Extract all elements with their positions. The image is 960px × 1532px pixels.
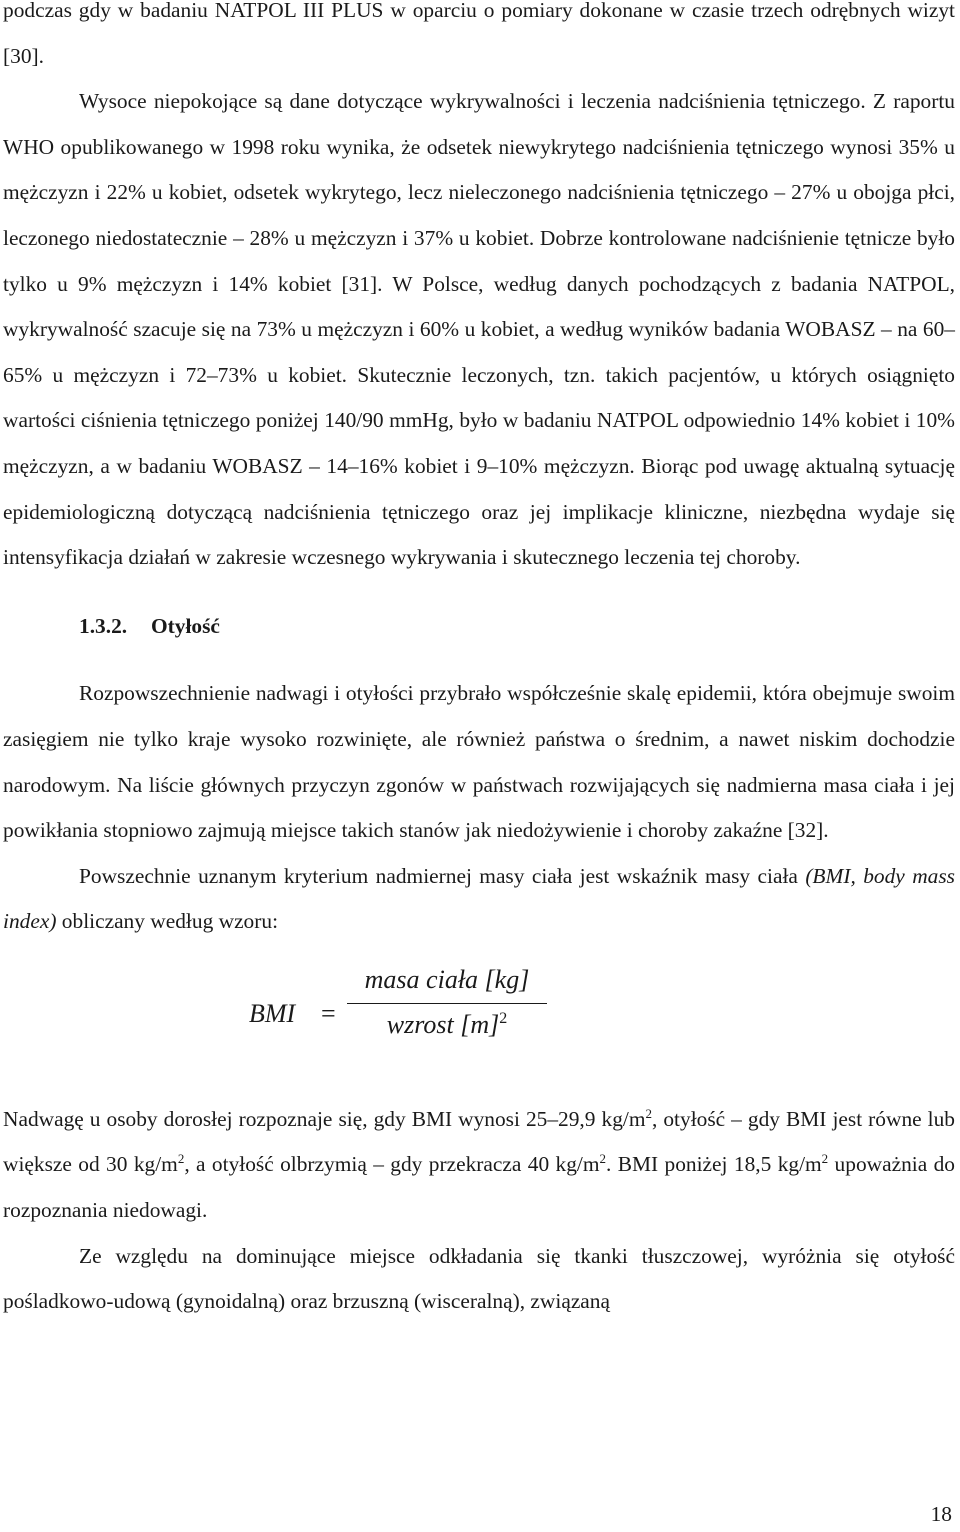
paragraph-fat-distribution: Ze względu na dominujące miejsce odkładania się tkanki tłuszczowej, wyróżnia się otyłość pośladkowo-udową (gynoidalną) oraz brzuszną (wisceralną), związaną — [3, 1243, 955, 1314]
bmi-italic-term: (BMI, body mass index) — [3, 863, 955, 934]
paragraph-continuation: podczas gdy w badaniu NATPOL III PLUS w oparciu o pomiary dokonane w czasie trzech odrębnych wizyt [30]. — [3, 0, 955, 68]
paragraph-obesity-epidemic: Rozpowszechnienie nadwagi i otyłości przybrało współcześnie skalę epidemii, która obejmuje swoim zasięgiem nie tylko kraje wysoko rozwinięte, ale również państwa o średnim, a nawet niskim dochodzie narodowym. Na liście głównych przyczyn zgonów w państwach rozwijających się nadmierna masa ciała i jej powikłania stopniowo zajmują miejsce takich stanów jak niedożywienie i choroby zakaźne [32]. — [3, 681, 955, 843]
section-title: Otyłość — [151, 613, 220, 638]
paragraph-bmi-thresholds: Nadwagę u osoby dorosłej rozpoznaje się, gdy BMI wynosi 25–29,9 $kg/m^2$, otyłość – gdy BMI jest równe lub większe od 30 $kg/m^2$, a otyłość olbrzymią – gdy przekracza 40 $kg/m^2$. BMI poniżej 18,5 $kg/m^2$ upoważnia do rozpoznania niedowagi. — [3, 1105, 955, 1223]
section-number: 1.3.2. — [79, 613, 128, 638]
page-number: 18 — [930, 1502, 952, 1526]
formula-fraction — [347, 965, 547, 1040]
section-heading — [3, 604, 955, 650]
formula-denominator: wzrost $[m]^2$ — [386, 1009, 508, 1039]
paragraph-bmi-criterion: Powszechnie uznanym kryterium nadmiernej masy ciała jest wskaźnik masy ciała (BMI, body mass index) obliczany według wzoru: — [3, 863, 955, 934]
formula-numerator: masa ciała [kg] — [347, 965, 547, 1004]
document-page — [3, 0, 955, 1325]
paragraph-hypertension-detection: Wysoce niepokojące są dane dotyczące wykrywalności i leczenia nadciśnienia tętniczego. Z raportu WHO opublikowanego w 1998 roku wynika, że odsetek niewykrytego nadciśnienia tętniczego wynosi 35% u mężczyzn i 22% u kobiet, odsetek wykrytego, lecz nieleczonego nadciśnienia tętniczego – 27% u obojga płci, leczonego niedostatecznie – 28% u mężczyzn i 37% u kobiet. Dobrze kontrolowane nadciśnienie tętnicze było tylko u 9% mężczyzn i 14% kobiet [31]. W Polsce, według danych pochodzących z badania NATPOL, wykrywalność szacuje się na 73% u mężczyzn i 60% u kobiet, a według wyników badania WOBASZ – na 60–65% u mężczyzn i 72–73% u kobiet. Skutecznie leczonych, tzn. takich pacjentów, u których osiągnięto wartości ciśnienia tętniczego poniżej 140/90 mmHg, było w badaniu NATPOL odpowiednio 14% kobiet i 10% mężczyzn, a w badaniu WOBASZ – 14–16% kobiet i 9–10% mężczyzn. Biorąc pod uwagę aktualną sytuację epidemiologiczną dotyczącą nadciśnienia tętniczego oraz jej implikacje kliniczne, niezbędna wydaje się intensyfikacja działań w zakresie wczesnego wykrywania i skutecznego leczenia tej choroby. — [3, 89, 955, 570]
formula-equals: = — [321, 998, 336, 1028]
formula-exponent: 2 — [499, 1009, 508, 1027]
bmi-formula — [3, 945, 955, 1097]
formula-lhs: BMI — [249, 998, 296, 1028]
